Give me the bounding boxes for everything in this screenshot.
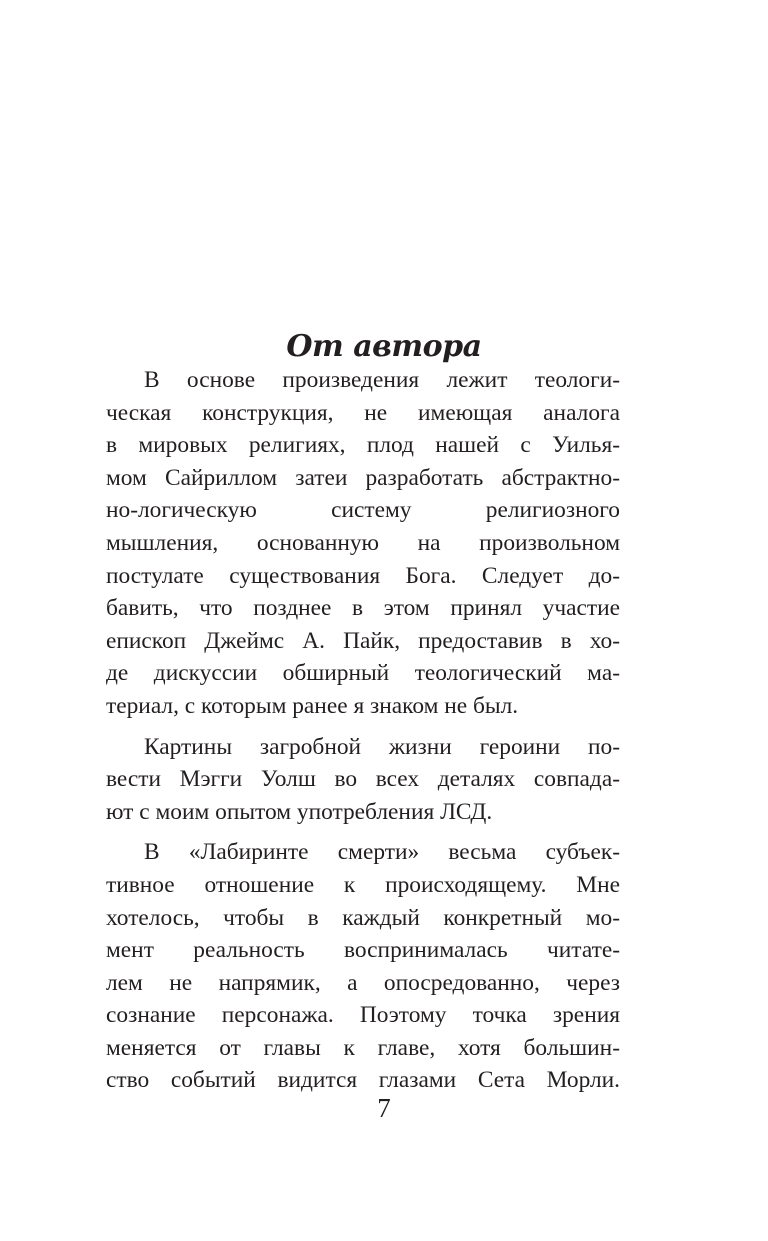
text-line: бавить, что позднее в этом принял участие	[106, 595, 620, 622]
text-line: ство событий видится глазами Сета Морли.	[106, 1067, 620, 1094]
text-line: меняется от главы к главе, хотя большин-	[106, 1034, 620, 1061]
text-line: Картины загробной жизни героини по-	[144, 733, 620, 760]
text-line: териал, с которым ранее я знаком не был.	[106, 692, 519, 719]
text-line: ют с моим опытом употребления ЛСД.	[106, 798, 493, 825]
text-line: постулате существования Бога. Следует до-	[106, 562, 620, 589]
text-line: тивное отношение к происходящему. Мне	[106, 871, 620, 898]
text-line: мом Сайриллом затеи разработать абстрактно-	[106, 464, 620, 491]
text-line: но-логическую систему религиозного	[106, 497, 620, 524]
text-line: лем не напрямик, а опосредованно, через	[106, 969, 620, 996]
text-line: в мировых религиях, плод нашей с Уилья-	[106, 432, 620, 459]
text-line: ческая конструкция, не имеющая аналога	[106, 399, 620, 426]
text-line: В «Лабиринте смерти» весьма субъек-	[144, 839, 620, 866]
text-line: хотелось, чтобы в каждый конкретный мо-	[106, 904, 620, 931]
page-number: 7	[377, 1093, 391, 1123]
paragraph-3	[106, 836, 620, 1097]
body-text	[106, 364, 620, 1105]
section-heading: От автора	[286, 329, 482, 365]
text-line: сознание персонажа. Поэтому точка зрения	[106, 1002, 620, 1029]
text-line: мышления, основанную на произвольном	[106, 529, 620, 556]
text-line: де дискуссии обширный теологический ма-	[106, 660, 620, 687]
paragraph-2	[106, 731, 620, 829]
text-line: мент реальность воспринималась читате-	[106, 937, 620, 964]
text-line: В основе произведения лежит теологи-	[144, 367, 620, 393]
text-line: вести Мэгги Уолш во всех деталях совпада-	[106, 766, 620, 793]
text-line: епископ Джеймс А. Пайк, предоставив в хо-	[106, 627, 620, 654]
paragraph-1	[106, 364, 620, 723]
